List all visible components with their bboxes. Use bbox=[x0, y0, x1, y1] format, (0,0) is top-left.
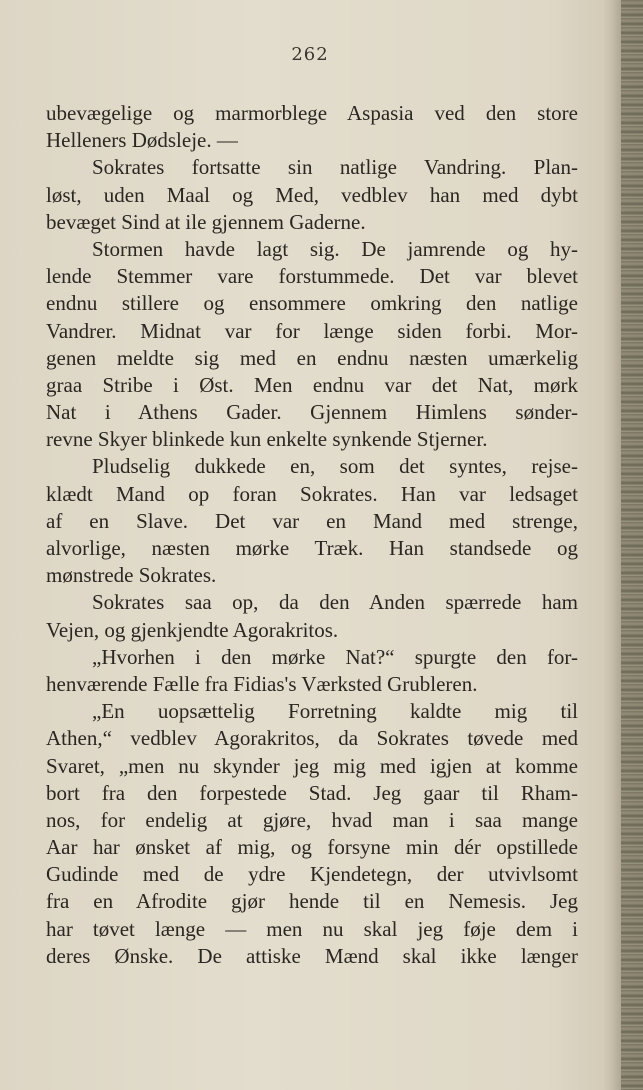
text-line: Sokrates fortsatte sin natlige Vandring. Plan- bbox=[92, 155, 578, 180]
text-line: Pludselig dukkede en, som det syntes, rejse- bbox=[92, 454, 578, 479]
text-line: mønstrede Sokrates. bbox=[46, 563, 217, 588]
text-line: af en Slave. Det var en Mand med strenge, bbox=[46, 508, 578, 533]
text-line: fra en Afrodite gjør hende til en Nemesis. Jeg bbox=[46, 889, 578, 914]
page-number: 262 bbox=[291, 44, 329, 65]
text-line: henværende Fælle fra Fidias's Værksted Grubleren. bbox=[46, 671, 478, 696]
body-text bbox=[46, 100, 578, 970]
text-line: nos, for endelig at gjøre, hvad man i saa mange bbox=[46, 807, 578, 832]
text-line: alvorlige, næsten mørke Træk. Han standsede og bbox=[46, 536, 578, 560]
text-line: „En uopsættelig Forretning kaldte mig til bbox=[92, 699, 578, 724]
text-line: bort fra den forpestede Stad. Jeg gaar til Rham- bbox=[46, 780, 578, 805]
text-line: „Hvorhen i den mørke Nat?“ spurgte den for- bbox=[92, 644, 578, 669]
text-line: endnu stillere og ensommere omkring den natlige bbox=[46, 291, 578, 316]
text-line: Aar har ønsket af mig, og forsyne min dér opstillede bbox=[46, 835, 578, 860]
text-line: Vejen, og gjenkjendte Agorakritos. bbox=[46, 617, 339, 642]
text-line: Nat i Athens Gader. Gjennem Himlens sønder- bbox=[46, 400, 578, 425]
page-edge-shadow bbox=[603, 0, 621, 1090]
text-line: klædt Mand op foran Sokrates. Han var ledsaget bbox=[46, 481, 578, 506]
text-line: graa Stribe i Øst. Men endnu var det Nat, mørk bbox=[46, 372, 578, 397]
text-line: lende Stemmer vare forstummede. Det var blevet bbox=[46, 264, 578, 289]
text-line: Athen,“ vedblev Agorakritos, da Sokrates tøvede med bbox=[46, 726, 578, 751]
text-line: Sokrates saa op, da den Anden spærrede ham bbox=[92, 590, 578, 615]
text-line: Gudinde med de ydre Kjendetegn, der utvivlsomt bbox=[46, 862, 578, 887]
text-line: Stormen havde lagt sig. De jamrende og hy- bbox=[92, 236, 578, 261]
text-line: Svaret, „men nu skynder jeg mig med igjen at komme bbox=[46, 753, 578, 778]
text-line: Vandrer. Midnat var for længe siden forbi. Mor- bbox=[46, 318, 578, 343]
text-line: genen meldte sig med en endnu næsten umærkelig bbox=[46, 345, 578, 370]
text-line: Helleners Dødsleje. — bbox=[46, 128, 238, 153]
text-line: revne Skyer blinkede kun enkelte synkende Stjerner. bbox=[46, 427, 488, 452]
text-line: bevæget Sind at ile gjennem Gaderne. bbox=[46, 209, 366, 234]
page-stack-edge bbox=[621, 0, 643, 1090]
text-line: løst, uden Maal og Med, vedblev han med dybt bbox=[46, 182, 578, 207]
text-line: ubevægelige og marmorblege Aspasia ved den store bbox=[46, 101, 578, 125]
text-line: har tøvet længe — men nu skal jeg føje dem i bbox=[46, 916, 578, 941]
text-line: deres Ønske. De attiske Mænd skal ikke længer bbox=[46, 943, 578, 968]
